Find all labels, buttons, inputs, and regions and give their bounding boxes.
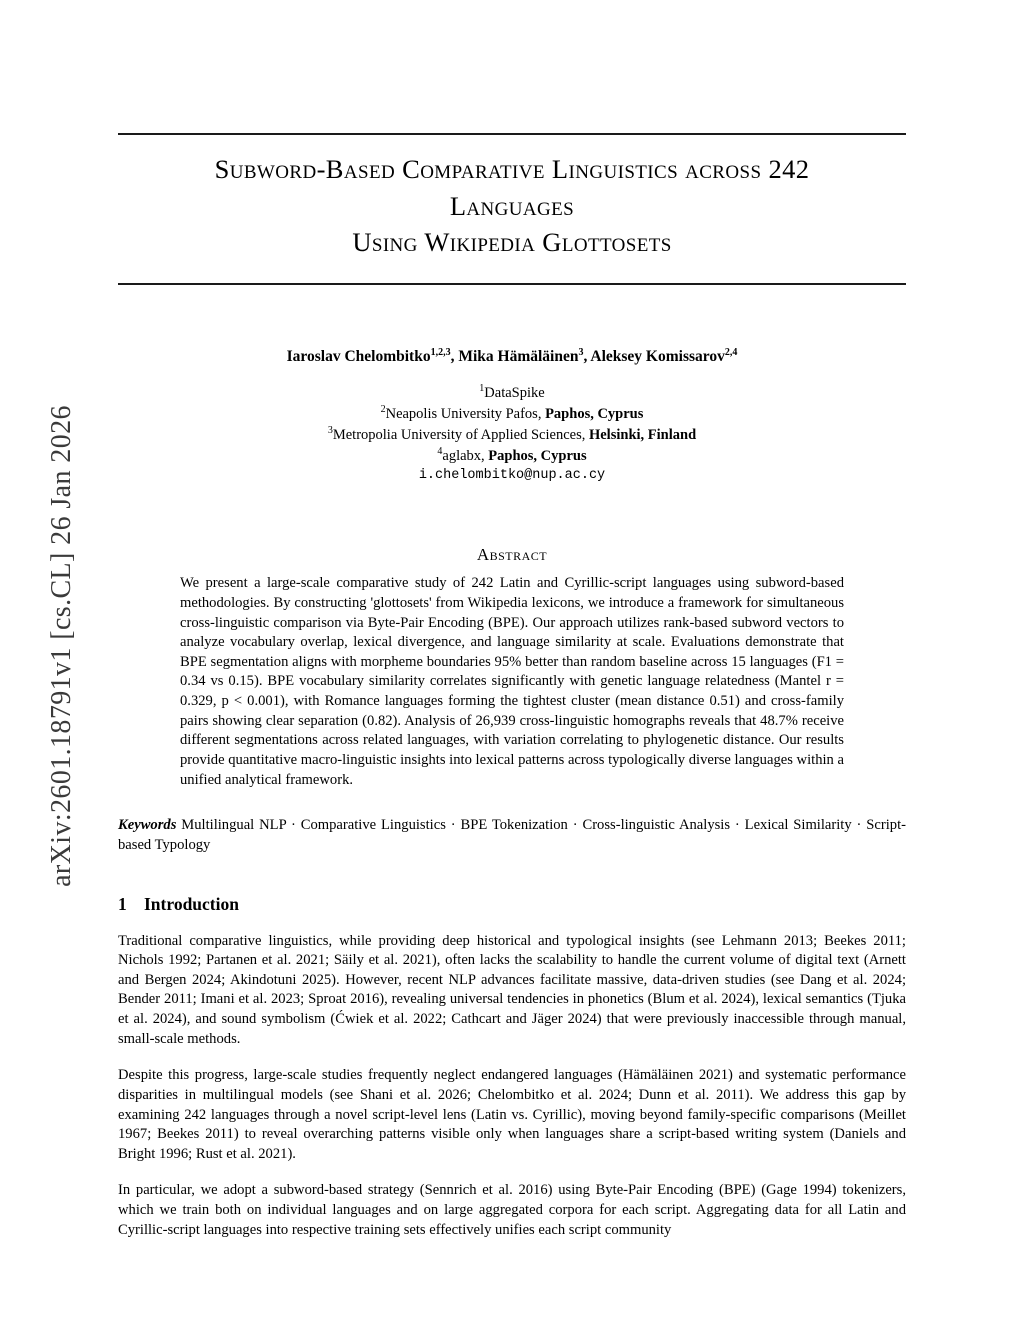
author-1-affil-marker: 1,2,3	[430, 346, 451, 358]
affiliation-text: Neapolis University Pafos,	[385, 405, 546, 422]
affiliation-marker: 1	[479, 382, 485, 394]
body-paragraph: Traditional comparative linguistics, while providing deep historical and typological insights (see Lehmann 2013; Beekes 2011; Nichols 1992; Partanen et al. 2021; Säily et al. 2021), often lacks the scalability to handle the current volume of digital text (Arnett and Bergen 2024; Akindotuni 2025). However, recent NLP advances facilitate massive, data-driven studies (see Dang et al. 2024; Bender 2011; Imani et al. 2023; Sproat 2016), revealing universal tendencies in phonetics (Blum et al. 2024), lexical semantics (Tjuka et al. 2024), and sound symbolism (Ćwiek et al. 2022; Cathcart and Jäger 2024) that were previously inaccessible through manual, small-scale methods.	[118, 932, 906, 1047]
affiliation-list	[118, 382, 906, 466]
author-3: , Aleksey Komissarov	[583, 347, 725, 365]
keywords	[118, 816, 906, 855]
section-title: Introduction	[144, 893, 239, 914]
affiliation-location: Paphos, Cyprus	[488, 448, 587, 464]
contact-email[interactable]: i.chelombitko@nup.ac.cy	[418, 468, 606, 484]
title-rule-bottom	[118, 283, 906, 285]
author-2-affil-marker: 3	[578, 346, 584, 358]
affiliation-item	[118, 424, 906, 445]
affiliation-item	[118, 403, 906, 424]
author-2: , Mika Hämäläinen	[450, 347, 579, 365]
author-list	[118, 347, 906, 366]
abstract-heading: Abstract	[476, 545, 548, 565]
page-title	[118, 135, 906, 273]
paper-page	[118, 0, 906, 1325]
affiliation-text: Metropolia University of Applied Sciences,	[332, 426, 589, 443]
author-1: Iaroslav Chelombitko	[286, 347, 431, 365]
affiliation-text: aglabx,	[442, 448, 489, 464]
affiliation-text: DataSpike	[484, 384, 545, 401]
body-paragraph: Despite this progress, large-scale studies frequently neglect endangered languages (Hämäläinen 2021) and systematic performance disparities in multilingual models (see Shani et al. 2026; Chelombitko et al. 2024; Dunn et al. 2011). We address this gap by examining 242 languages through a novel script-level lens (Latin vs. Cyrillic), moving beyond family-specific comparisons (Meillet 1967; Beekes 2011) to reveal overarching patterns visible only when languages share a script-based writing system (Daniels and Bright 1996; Rust et al. 2021).	[118, 1067, 906, 1162]
section-number: 1	[118, 893, 127, 914]
title-line-2: Languages	[449, 190, 575, 221]
affiliation-marker: 3	[327, 425, 333, 437]
body-paragraph: In particular, we adopt a subword-based strategy (Sennrich et al. 2016) using Byte-Pair Encoding (BPE) (Gage 1994) tokenizers, which we train both on individual languages and on large aggregated corpora for each script. Aggregating data for all Latin and Cyrillic-script languages into respective training sets effectively unifies each script community	[118, 1182, 906, 1238]
affiliation-marker: 4	[437, 446, 443, 458]
section-heading-introduction	[118, 894, 906, 915]
affiliation-location: Helsinki, Finland	[588, 426, 697, 443]
affiliation-item	[118, 382, 906, 403]
abstract-text: We present a large-scale comparative study of 242 Latin and Cyrillic-script languages using subword-based methodologies. By constructing 'glottosets' from Wikipedia lexicons, we introduce a framework for simultaneous cross-linguistic comparison via Byte-Pair Encoding (BPE). Our approach utilizes rank-based subword vectors to analyze vocabulary overlap, lexical divergence, and language similarity at scale. Evaluations demonstrate that BPE segmentation aligns with morpheme boundaries 95% better than random baseline across 15 languages (F1 = 0.34 vs 0.15). BPE vocabulary similarity correlates significantly with genetic language relatedness (Mantel r = 0.329, p < 0.001), with Romance languages forming the tightest cluster (mean distance 0.51) and cross-family pairs showing clear separation (0.82). Analysis of 26,939 cross-linguistic homographs reveals that 48.7% receive different segmentations across related languages, with variation correlating to phylogenetic distance. Our results provide quantitative macro-linguistic insights into lexical patterns across typologically diverse languages within a unified analytical framework.	[180, 575, 844, 788]
affiliation-location: Paphos, Cyprus	[545, 405, 644, 422]
affiliation-item	[118, 445, 906, 466]
title-line-3: Using Wikipedia Glottosets	[352, 227, 672, 258]
arxiv-stamp: arXiv:2601.18791v1 [cs.CL] 26 Jan 2026	[46, 405, 77, 887]
author-3-affil-marker: 2,4	[724, 346, 738, 358]
keywords-text: Multilingual NLP · Comparative Linguistics · BPE Tokenization · Cross-linguistic Analysis · Lexical Similarity · Script-based Typology	[118, 817, 906, 853]
title-line-1: Subword-Based Comparative Linguistics across 242	[214, 154, 810, 184]
affiliation-marker: 2	[380, 403, 386, 415]
keywords-label: Keywords	[118, 817, 177, 834]
